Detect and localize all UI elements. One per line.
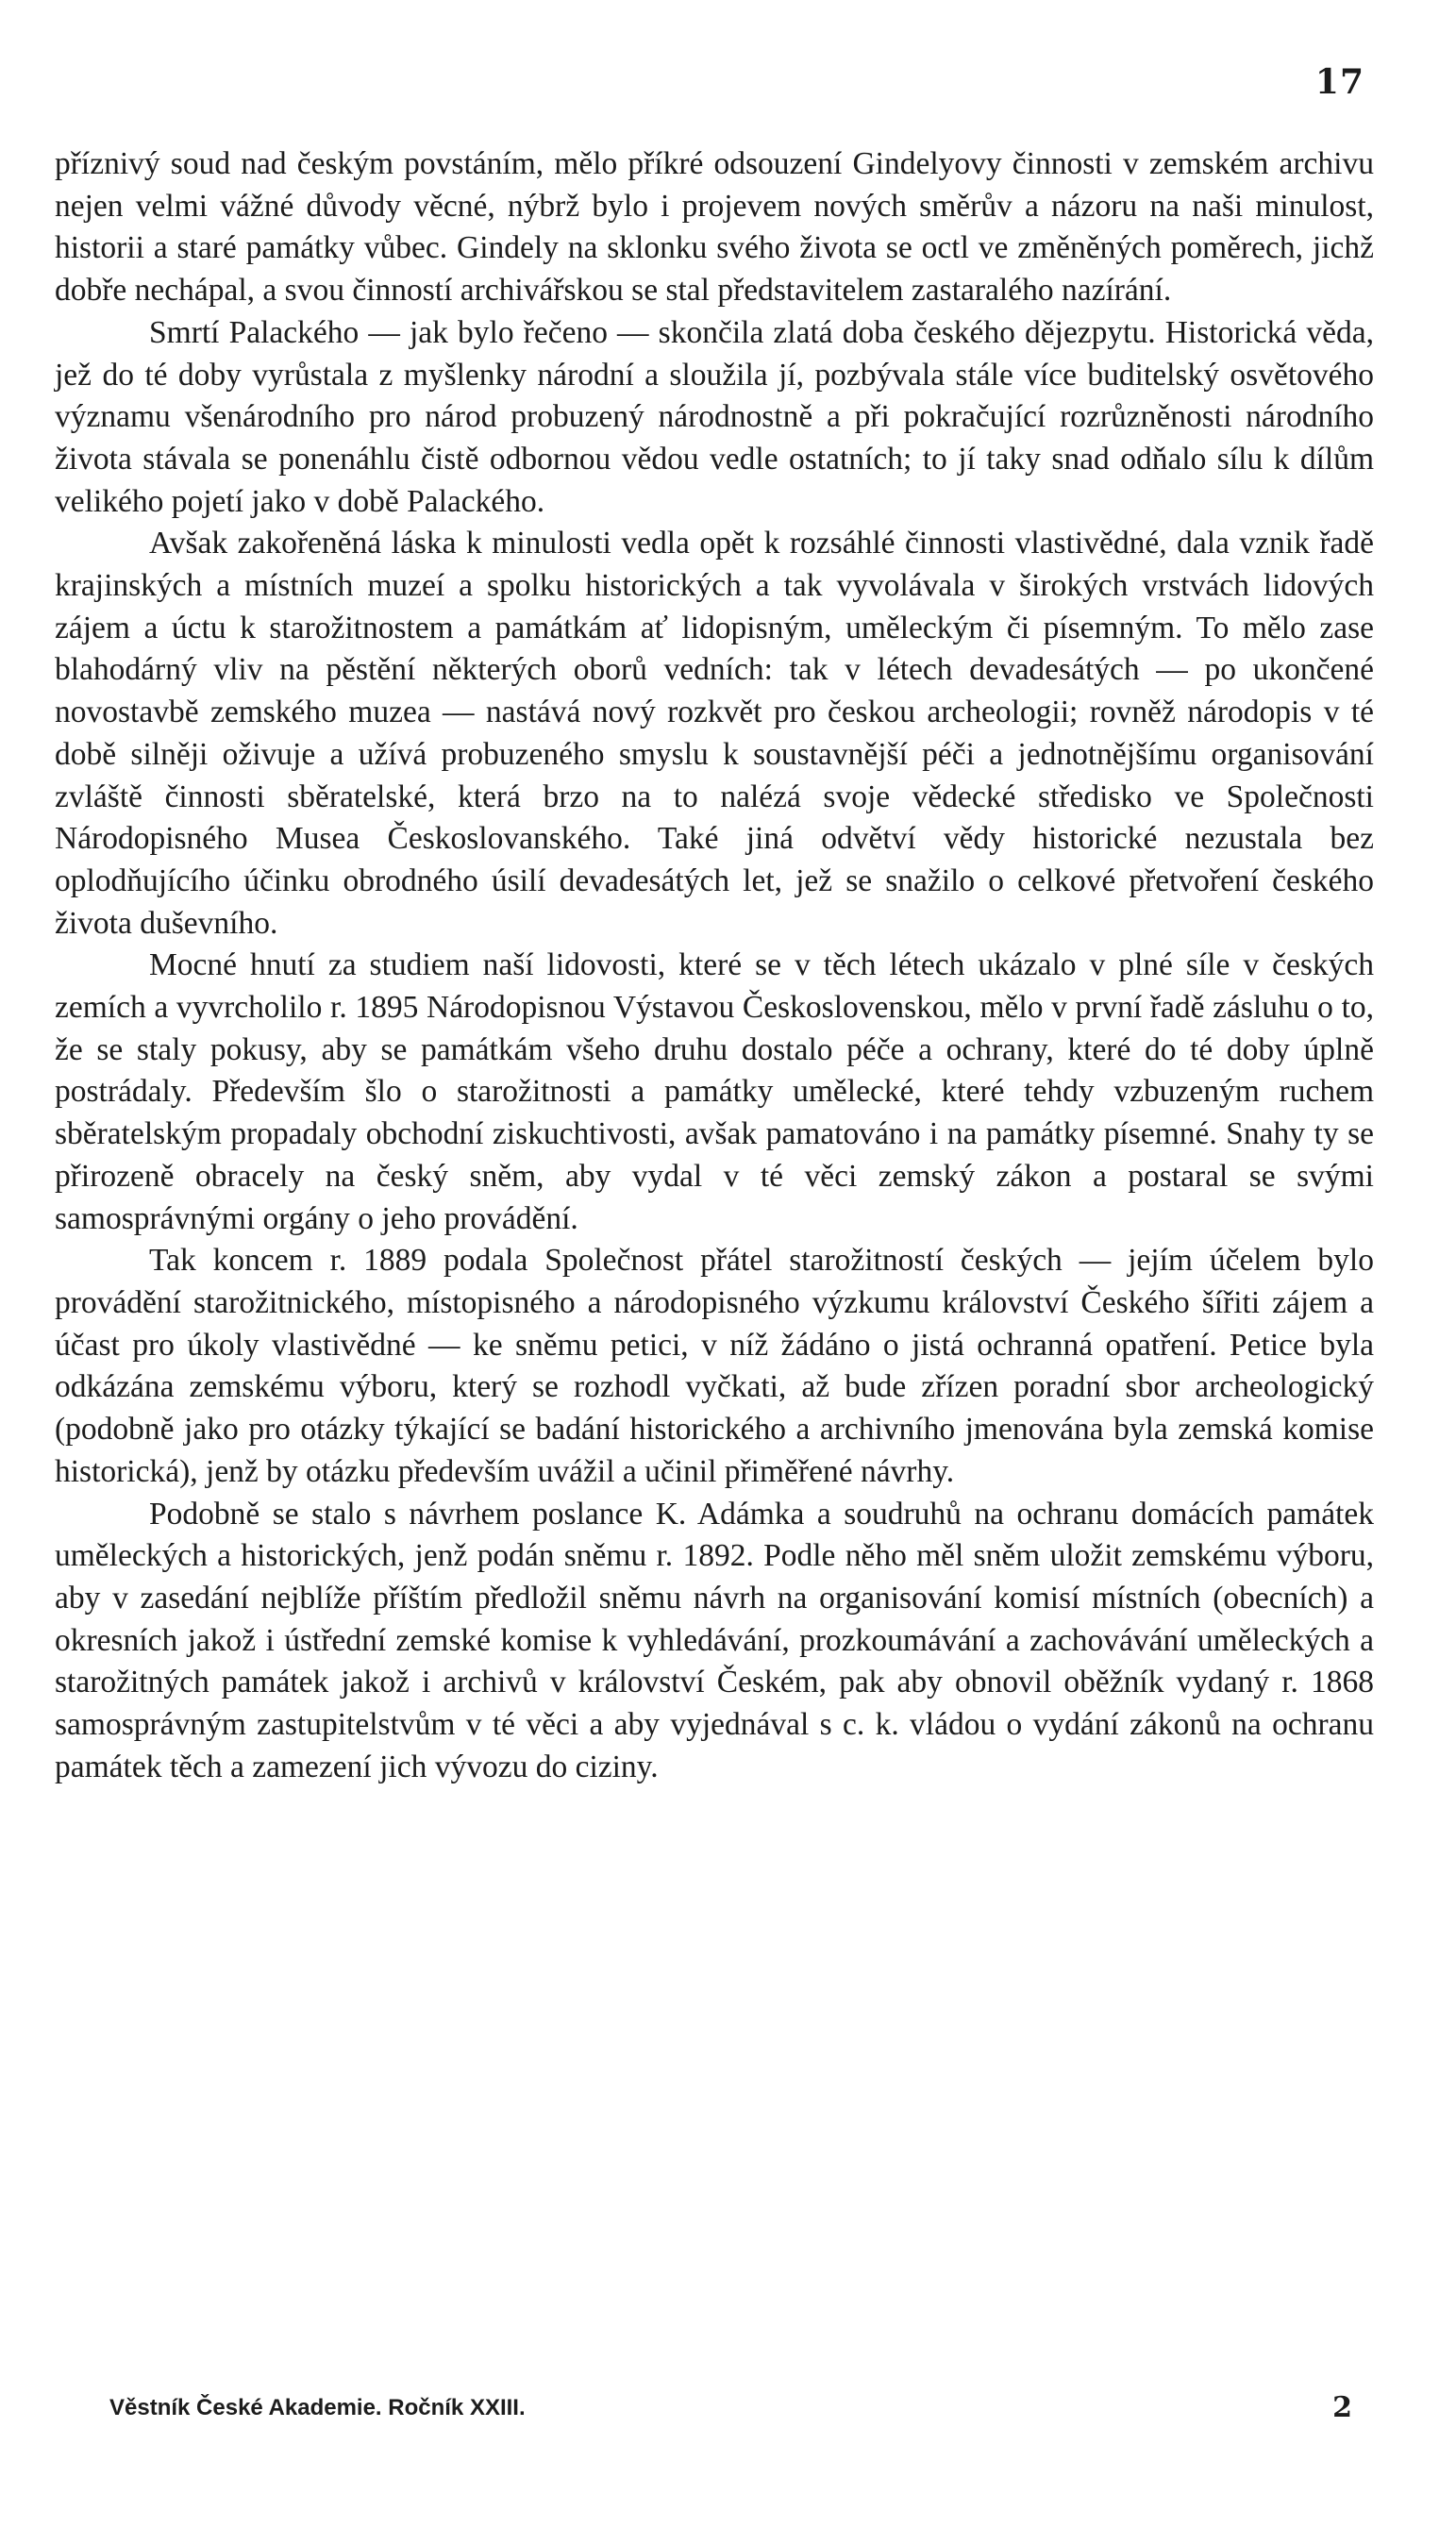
body-text <box>55 143 1374 1788</box>
paragraph: Mocné hnutí za studiem naší lidovosti, které se v těch létech ukázalo v plné síle v českých zemích a vyvrcholilo r. 1895 Národopisnou Výstavou Československou, mělo v první řadě zásluhu o to, že se staly pokusy, aby se památkám všeho druhu dostalo péče a ochrany, které do té doby úplně postrádaly. Především šlo o starožitnosti a památky umělecké, které tehdy vzbuzeným ruchem sběratelským propadaly obchodní ziskuchtivosti, avšak pamatováno i na památky písemné. Snahy ty se přirozeně obracely na český sněm, aby vydal v té věci zemský zákon a postaral se svými samosprávnými orgány o jeho provádění. <box>55 947 1374 1236</box>
journal-title: Věstník České Akademie. Ročník XXIII. <box>109 2395 526 2420</box>
paragraph: Smrtí Palackého — jak bylo řečeno — skončila zlatá doba českého dějezpytu. Historická věda, jež do té doby vyrůstala z myšlenky národní a sloužila jí, pozbývala stále více buditelský osvětového významu všenárodního pro národ probuzený národnostně a při pokračující rozrůzněnosti národního života stávala se ponenáhlu čistě odbornou vědou vedle ostatních; to jí taky snad odňalo sílu k dílům velikého pojetí jako v době Palackého. <box>55 314 1374 519</box>
paragraph: příznivý soud nad českým povstáním, mělo příkré odsouzení Gindelyovy činnosti v zemském archivu nejen velmi vážné důvody věcné, nýbrž bylo i projevem nových směrův a názoru na naši minulost, historii a staré památky vůbec. Gindely na sklonku svého života se octl ve změněných poměrech, jichž dobře nechápal, a svou činností archivářskou se stal představitelem zastaralého nazírání. <box>55 146 1374 309</box>
paragraph: Avšak zakořeněná láska k minulosti vedla opět k rozsáhlé činnosti vlastivědné, dala vznik řadě krajinských a místních muzeí a spolku historických a tak vyvolávala v širokých vrstvách lidových zájem a úctu k starožitnostem a památkám ať lidopisným, uměleckým či písemným. To mělo zase blahodárný vliv na pěstění některých oborů vedních: tak v létech devadesátých — po ukončené novostavbě zemského muzea — nastává nový rozkvět pro českou archeologii; rovněž národopis v té době silněji oživuje a užívá probuzeného smyslu k soustavnější péči a jednotnějšímu organisování zvláště činnosti sběratelské, která brzo na to nalézá svoje vědecké středisko ve Společnosti Národopisného Musea Českoslovanského. Také jiná odvětví vědy historické nezustala bez oplodňujícího účinku obrodného úsilí devadesátých let, jež se snažilo o celkové přetvoření českého života duševního. <box>55 526 1374 941</box>
paragraph: Podobně se stalo s návrhem poslance K. Adámka a soudruhů na ochranu domácích památek uměleckých a historických, jenž podán sněmu r. 1892. Podle něho měl sněm uložit zemskému výboru, aby v zasedání nejblíže příštím předložil sněmu návrh na organisování komisí místních (obecních) a okresních jakož i ústřední zemské komise k vyhledávání, prozkoumávání a zachovávání uměleckých a starožitných památek jakož i archivů v království Českém, pak aby obnovil oběžník vydaný r. 1868 samosprávným zastupitelstvům v té věci a aby vyjednával s c. k. vládou o vydání zákonů na ochranu památek těch a zamezení jich vývozu do ciziny. <box>55 1496 1374 1784</box>
page-footer <box>55 2391 1352 2433</box>
sheet-number: 2 <box>1332 2391 1352 2424</box>
paragraph: Tak koncem r. 1889 podala Společnost přátel starožitností českých — jejím účelem bylo provádění starožitnického, místopisného a národopisného výzkumu království Českého šířiti zájem a účast pro úkoly vlastivědné — ke sněmu petici, v níž žádáno o jistá ochranná opatření. Petice byla odkázána zemskému výboru, který se rozhodl vyčkati, až bude zřízen poradní sbor archeologický (podobně jako pro otázky týkající se badání historického a archivního jmenována byla zemská komise historická), jenž by otázku především uvážil a učinil přiměřené návrhy. <box>55 1243 1374 1489</box>
page-number: 17 <box>1314 62 1364 102</box>
